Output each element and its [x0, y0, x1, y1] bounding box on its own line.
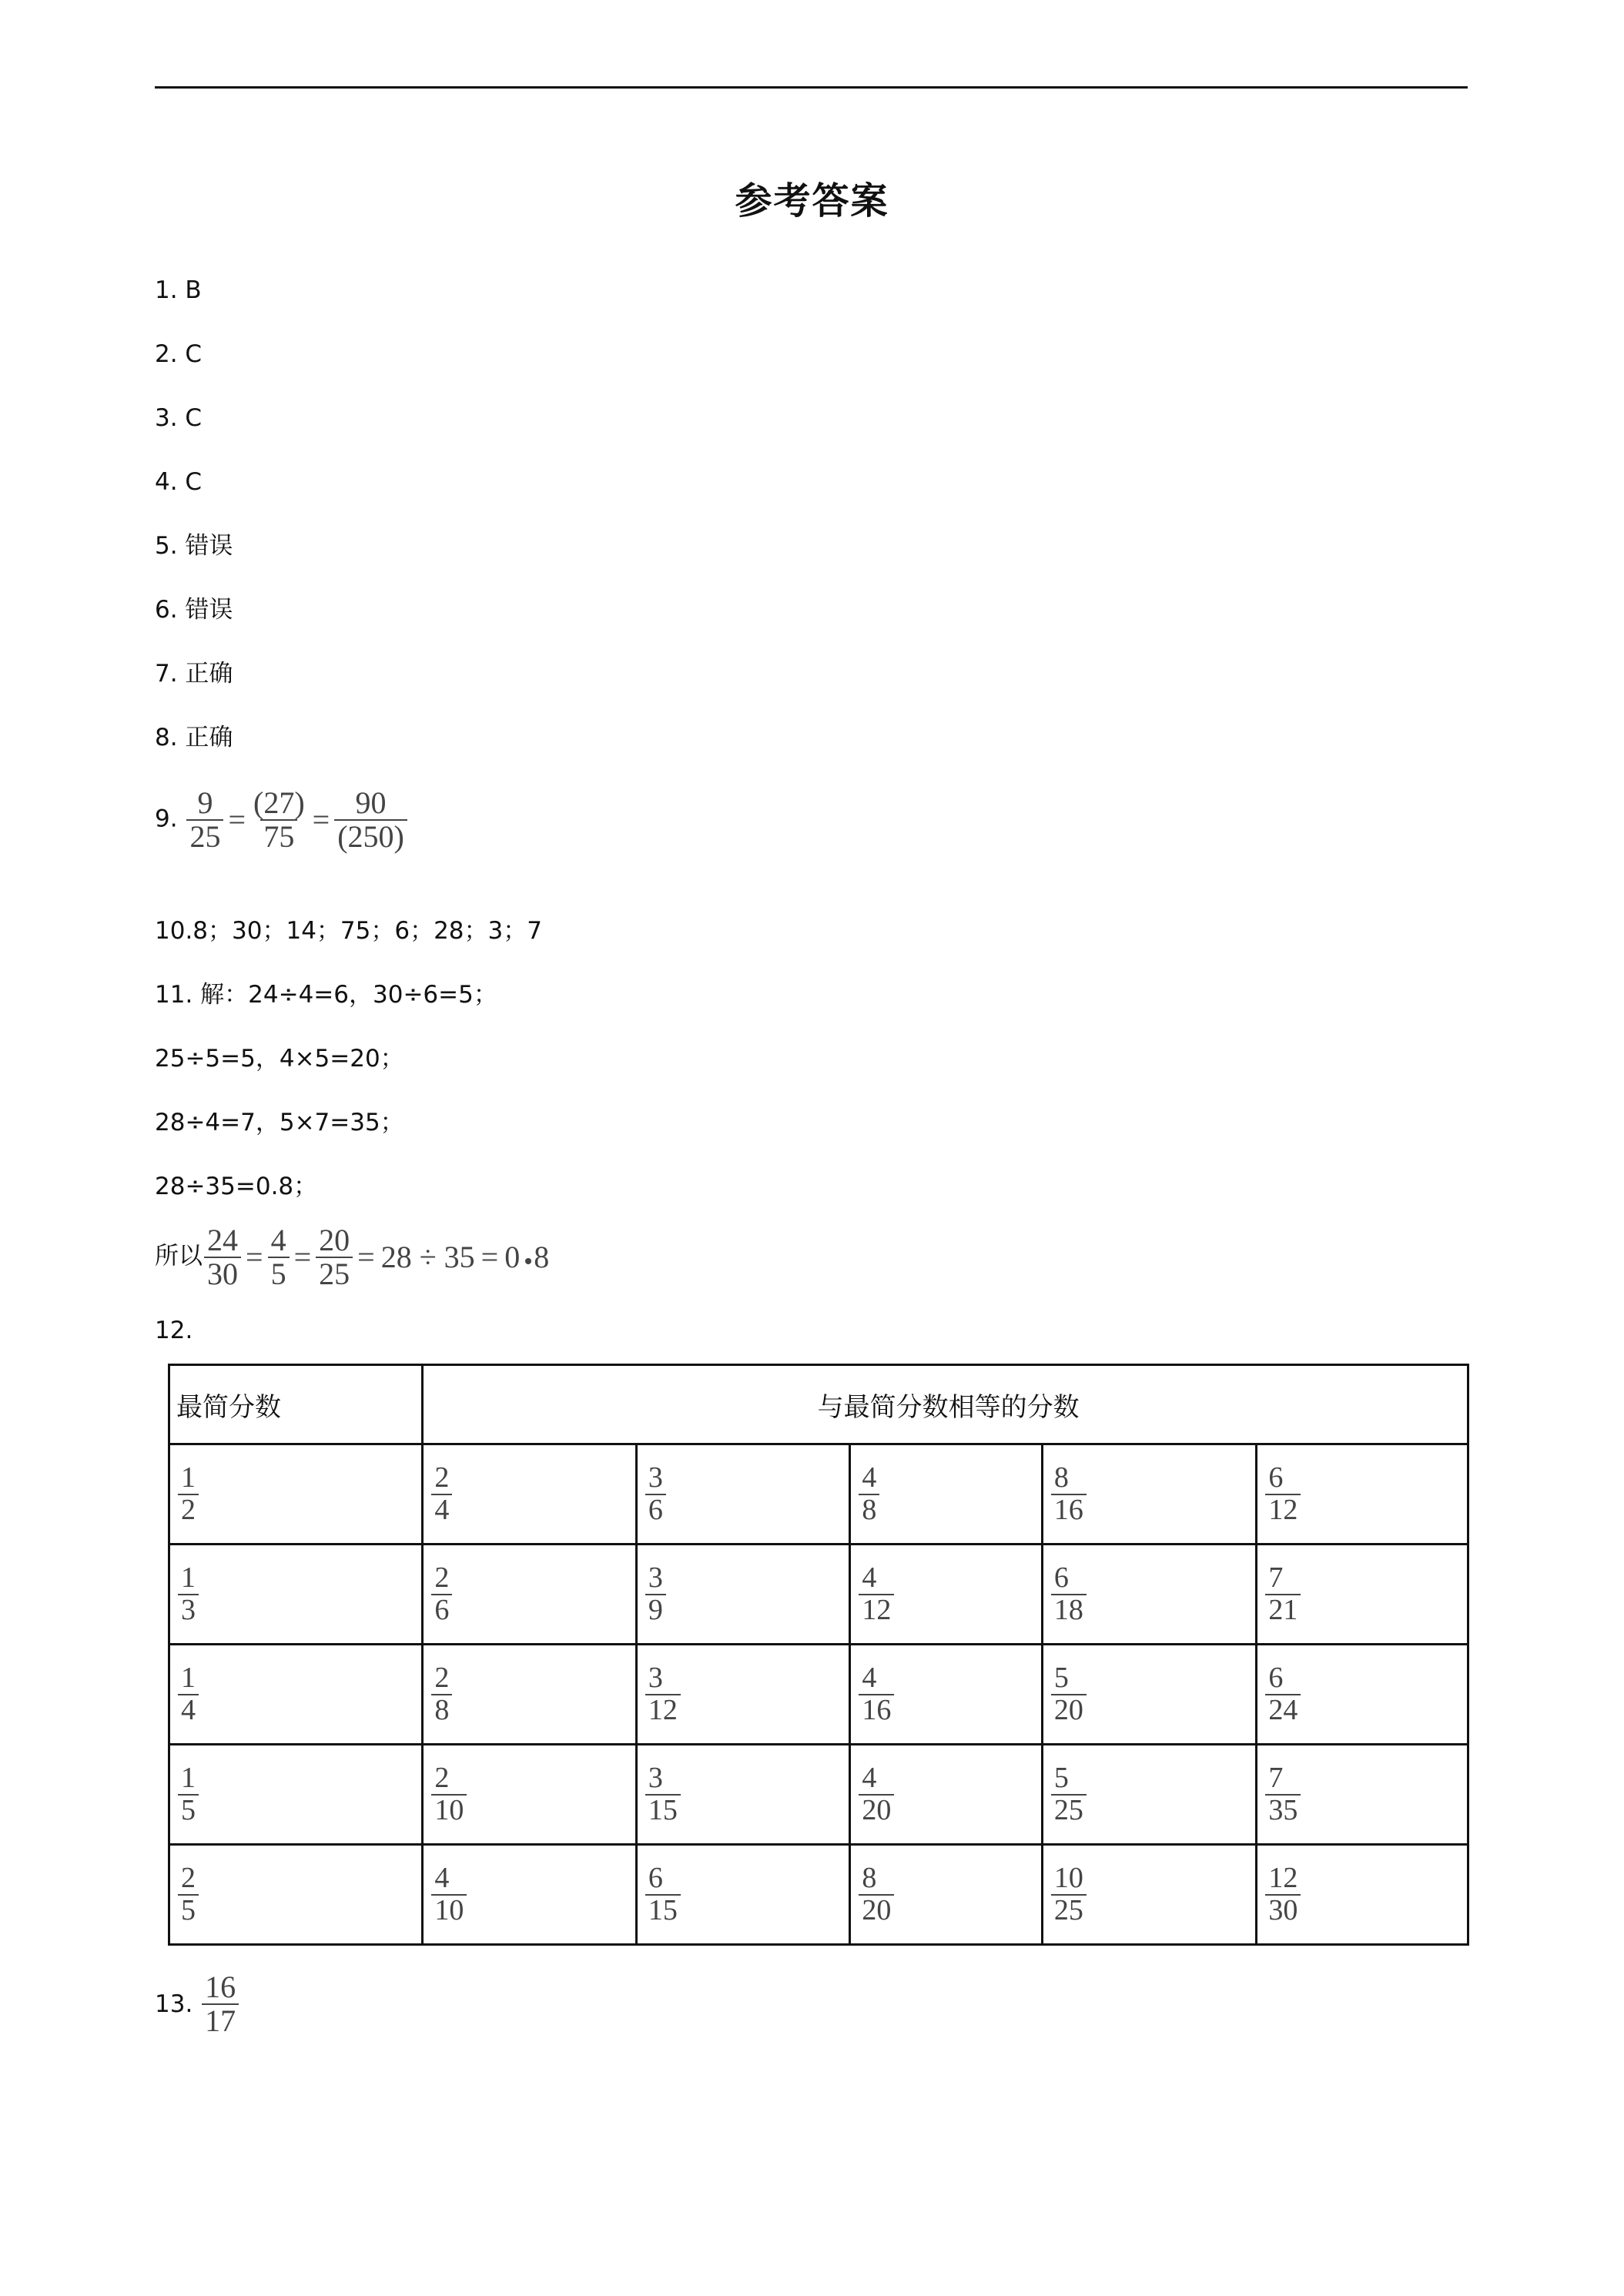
fraction: $\frac{4}{5}$	[268, 1224, 290, 1290]
answer-1: 1. B	[155, 276, 202, 304]
table-cell	[636, 1745, 850, 1845]
table-cell	[636, 1444, 850, 1545]
table-cell	[636, 1645, 850, 1745]
fraction: $\frac{20}{25}$	[316, 1224, 353, 1290]
table-cell	[423, 1745, 637, 1845]
fraction: $\frac{4}{8}$	[859, 1463, 879, 1526]
fraction: $\frac{5}{20}$	[1051, 1663, 1087, 1726]
fraction: $\frac{3}{12}$	[645, 1663, 681, 1726]
table-cell	[169, 1845, 423, 1945]
result-fraction: 8	[534, 1240, 550, 1274]
page-title: 参考答案	[735, 179, 889, 223]
fraction: $\frac{7}{21}$	[1265, 1563, 1301, 1626]
header-equivalent-fractions: 与最简分数相等的分数	[423, 1365, 1468, 1444]
fraction: $\frac{2}{4}$	[431, 1463, 452, 1526]
fraction: $\frac{5}{25}$	[1051, 1763, 1087, 1826]
table-row	[169, 1545, 1468, 1645]
answer-13-label: 13.	[155, 1990, 193, 2018]
fraction: $\frac{3}{9}$	[645, 1563, 666, 1626]
fraction: $\frac{16}{17}$	[202, 1971, 239, 2037]
fraction: $\frac{7}{35}$	[1265, 1763, 1301, 1826]
table-row	[169, 1845, 1468, 1945]
table-cell	[423, 1545, 637, 1645]
table-cell	[1042, 1645, 1257, 1745]
table-cell	[1257, 1845, 1468, 1945]
table-cell	[636, 1545, 850, 1645]
table-cell	[423, 1845, 637, 1945]
answer-7: 7. 正确	[155, 660, 233, 688]
answer-11-conclusion: 所以 $\frac{24}{30}$ = $\frac{4}{5}$ = $\frac{20}{25}$ = 28 ÷ 35 = 0 8	[155, 1223, 550, 1291]
equivalent-fractions-table	[168, 1364, 1469, 1946]
table-cell	[850, 1444, 1043, 1545]
conclusion-prefix: 所以	[155, 1242, 203, 1270]
fraction: $\frac{1}{3}$	[178, 1563, 199, 1626]
table-cell	[169, 1444, 423, 1545]
answer-8: 8. 正确	[155, 724, 233, 751]
division-expression: 28 ÷ 35	[380, 1240, 475, 1274]
table-cell	[169, 1545, 423, 1645]
table-cell	[169, 1745, 423, 1845]
header-rule	[155, 86, 1468, 89]
table-cell	[636, 1845, 850, 1945]
answer-11-line2: 25÷5=5，4×5=20；	[155, 1045, 404, 1073]
decimal-point	[525, 1258, 531, 1264]
table-cell	[850, 1545, 1043, 1645]
answer-11-intro: 11. 解：24÷4=6，30÷6=5；	[155, 981, 497, 1009]
fraction: $\frac{(27)}{75}$	[253, 785, 305, 854]
fraction: $\frac{2}{6}$	[431, 1563, 452, 1626]
fraction: $\frac{6}{15}$	[645, 1863, 681, 1926]
table-cell	[423, 1645, 637, 1745]
answer-13	[155, 1971, 240, 2037]
table-cell	[1257, 1745, 1468, 1845]
answer-9-label: 9.	[155, 805, 178, 833]
fraction: $\frac{4}{12}$	[859, 1563, 894, 1626]
fraction: $\frac{4}{20}$	[859, 1763, 894, 1826]
fraction: $\frac{2}{10}$	[431, 1763, 467, 1826]
answer-2: 2. C	[155, 340, 203, 368]
table-row	[169, 1745, 1468, 1845]
table-row	[169, 1444, 1468, 1545]
answer-12-label: 12.	[155, 1317, 193, 1344]
answer-10: 10.8；30；14；75；6；28；3；7	[155, 917, 542, 945]
table-cell	[423, 1444, 637, 1545]
result-integer: 0	[504, 1240, 521, 1274]
fraction: $\frac{3}{6}$	[645, 1463, 666, 1526]
fraction: $\frac{6}{18}$	[1051, 1563, 1087, 1626]
header-simplest-fraction: 最简分数	[169, 1365, 423, 1444]
table-header-row	[169, 1365, 1468, 1444]
fraction: $\frac{8}{16}$	[1051, 1463, 1087, 1526]
table-cell	[850, 1645, 1043, 1745]
fraction: $\frac{10}{25}$	[1051, 1863, 1087, 1926]
fraction: $\frac{6}{12}$	[1265, 1463, 1301, 1526]
answer-4: 4. C	[155, 468, 203, 496]
answer-9: 9. $\frac{9}{25}$ = $\frac{(27)}{75}$ = $\frac{90}{(250)}$	[155, 787, 409, 853]
fraction: $\frac{9}{25}$	[186, 787, 223, 853]
table-row	[169, 1645, 1468, 1745]
answer-11-line3: 28÷4=7，5×7=35；	[155, 1109, 404, 1136]
fraction: $\frac{1}{2}$	[178, 1463, 199, 1526]
table-cell	[850, 1745, 1043, 1845]
fraction: $\frac{2}{5}$	[178, 1863, 199, 1926]
fraction: $\frac{8}{20}$	[859, 1863, 894, 1926]
table-cell	[1257, 1545, 1468, 1645]
table-cell	[1042, 1444, 1257, 1545]
fraction: $\frac{90}{(250)}$	[334, 787, 407, 853]
table-cell	[169, 1645, 423, 1745]
table-cell	[1042, 1745, 1257, 1845]
answer-11-line4: 28÷35=0.8；	[155, 1173, 318, 1200]
fraction: $\frac{12}{30}$	[1265, 1863, 1301, 1926]
fraction: $\frac{2}{8}$	[431, 1663, 452, 1726]
fraction: $\frac{4}{10}$	[431, 1863, 467, 1926]
fraction: $\frac{1}{5}$	[178, 1763, 199, 1826]
fraction: $\frac{4}{16}$	[859, 1663, 894, 1726]
table-cell	[1042, 1545, 1257, 1645]
table-cell	[1257, 1444, 1468, 1545]
answer-6: 6. 错误	[155, 596, 233, 624]
table-cell	[1042, 1845, 1257, 1945]
fraction: $\frac{6}{24}$	[1265, 1663, 1301, 1726]
fraction: $\frac{3}{15}$	[645, 1763, 681, 1826]
fraction: $\frac{1}{4}$	[178, 1663, 199, 1726]
fraction: $\frac{24}{30}$	[204, 1224, 241, 1290]
answer-3: 3. C	[155, 404, 203, 432]
table-cell	[850, 1845, 1043, 1945]
answer-5: 5. 错误	[155, 532, 233, 560]
table-cell	[1257, 1645, 1468, 1745]
